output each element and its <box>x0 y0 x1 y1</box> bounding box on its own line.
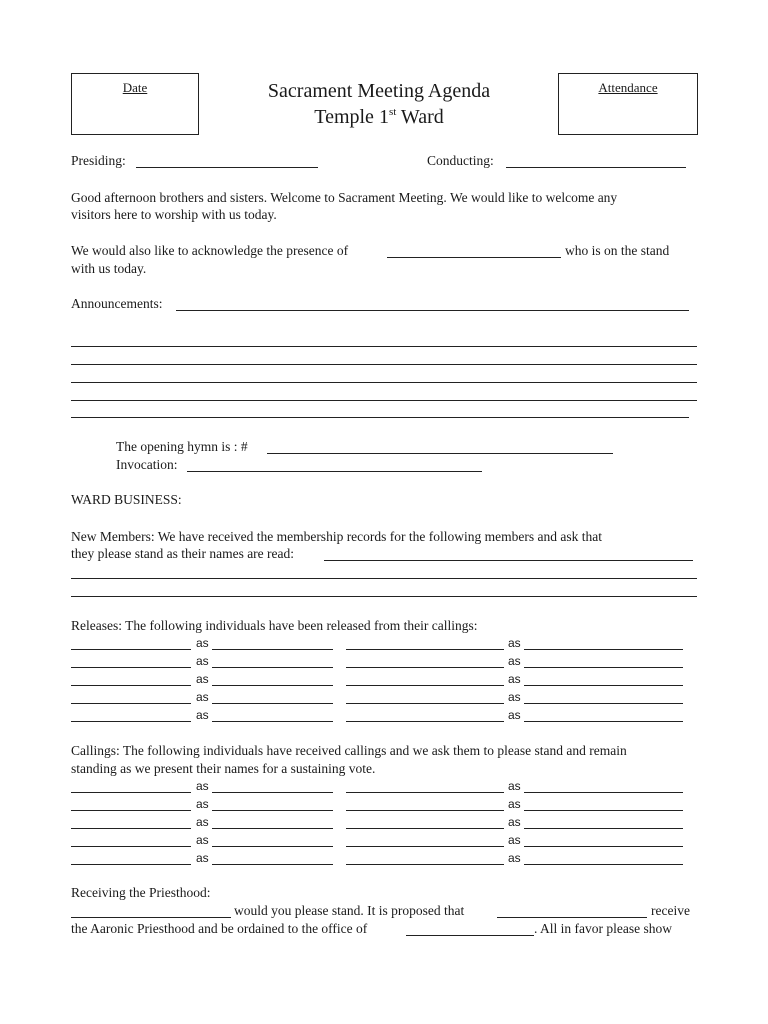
name-blank[interactable] <box>346 792 504 793</box>
invocation-label: Invocation: <box>116 457 178 472</box>
priesthood-label: Receiving the Priesthood: <box>71 885 211 900</box>
name-blank[interactable] <box>71 846 191 847</box>
attendance-box[interactable] <box>558 73 698 135</box>
calling-blank[interactable] <box>524 721 683 722</box>
new-members-line-2: they please stand as their names are read: <box>71 546 295 561</box>
calling-blank[interactable] <box>212 792 333 793</box>
conducting-label: Conducting: <box>427 153 494 168</box>
priesthood-seg-2: receive <box>651 903 690 918</box>
announcements-blank[interactable] <box>176 310 689 311</box>
calling-blank[interactable] <box>524 846 683 847</box>
new-members-line[interactable] <box>71 578 697 579</box>
welcome-line-2: visitors here to worship with us today. <box>71 207 277 222</box>
as-label: as <box>508 636 521 650</box>
as-label: as <box>196 690 209 704</box>
acknowledge-line-2: with us today. <box>71 261 147 276</box>
priesthood-seg-1: would you please stand. It is proposed that <box>234 903 465 918</box>
priesthood-name-blank[interactable] <box>71 917 231 918</box>
calling-blank[interactable] <box>212 810 333 811</box>
acknowledge-blank[interactable] <box>387 257 561 258</box>
announcements-line[interactable] <box>71 346 697 347</box>
name-blank[interactable] <box>346 649 504 650</box>
announcements-line[interactable] <box>71 382 697 383</box>
calling-blank[interactable] <box>212 828 333 829</box>
announcements-label: Announcements: <box>71 296 163 311</box>
calling-blank[interactable] <box>524 649 683 650</box>
name-blank[interactable] <box>346 667 504 668</box>
attendance-label: Attendance <box>598 80 658 95</box>
calling-blank[interactable] <box>524 864 683 865</box>
calling-blank[interactable] <box>212 667 333 668</box>
as-label: as <box>508 654 521 668</box>
name-blank[interactable] <box>346 828 504 829</box>
ward-title <box>200 106 558 129</box>
page-title: Sacrament Meeting Agenda <box>267 80 491 102</box>
as-label: as <box>196 708 209 722</box>
name-blank[interactable] <box>71 792 191 793</box>
name-blank[interactable] <box>71 828 191 829</box>
calling-blank[interactable] <box>524 685 683 686</box>
presiding-blank[interactable] <box>136 167 318 168</box>
name-blank[interactable] <box>71 721 191 722</box>
priesthood-proposed-blank[interactable] <box>497 917 647 918</box>
ward-title-sup: st <box>388 106 397 118</box>
as-label: as <box>196 851 209 865</box>
name-blank[interactable] <box>346 810 504 811</box>
priesthood-line-2-pre: the Aaronic Priesthood and be ordained to the office of <box>71 921 368 936</box>
announcements-line[interactable] <box>71 417 689 418</box>
calling-blank[interactable] <box>212 685 333 686</box>
name-blank[interactable] <box>346 685 504 686</box>
as-label: as <box>196 833 209 847</box>
calling-blank[interactable] <box>212 721 333 722</box>
name-blank[interactable] <box>346 703 504 704</box>
calling-blank[interactable] <box>212 846 333 847</box>
as-label: as <box>196 654 209 668</box>
as-label: as <box>196 815 209 829</box>
callings-line-1: Callings: The following individuals have received callings and we ask them to please stand and remain <box>71 743 627 758</box>
invocation-blank[interactable] <box>187 471 482 472</box>
calling-blank[interactable] <box>212 864 333 865</box>
as-label: as <box>196 779 209 793</box>
as-label: as <box>508 708 521 722</box>
as-label: as <box>196 797 209 811</box>
ward-title-pre: Temple 1 <box>314 106 389 128</box>
name-blank[interactable] <box>71 810 191 811</box>
new-members-blank[interactable] <box>324 560 693 561</box>
as-label: as <box>508 797 521 811</box>
callings-line-2: standing as we present their names for a sustaining vote. <box>71 761 376 776</box>
announcements-line[interactable] <box>71 364 697 365</box>
name-blank[interactable] <box>71 703 191 704</box>
conducting-blank[interactable] <box>506 167 686 168</box>
new-members-line[interactable] <box>71 596 697 597</box>
opening-hymn-blank[interactable] <box>267 453 613 454</box>
calling-blank[interactable] <box>524 810 683 811</box>
announcements-line[interactable] <box>71 400 697 401</box>
acknowledge-post: who is on the stand <box>565 243 670 258</box>
priesthood-line-2-post: . All in favor please show <box>534 921 672 936</box>
calling-blank[interactable] <box>212 703 333 704</box>
as-label: as <box>508 672 521 686</box>
as-label: as <box>508 851 521 865</box>
priesthood-office-blank[interactable] <box>406 935 534 936</box>
calling-blank[interactable] <box>524 828 683 829</box>
as-label: as <box>508 779 521 793</box>
name-blank[interactable] <box>71 649 191 650</box>
date-label: Date <box>122 80 148 95</box>
as-label: as <box>196 672 209 686</box>
as-label: as <box>508 815 521 829</box>
as-label: as <box>508 833 521 847</box>
ward-title-post: Ward <box>396 106 444 128</box>
releases-intro: Releases: The following individuals have been released from their callings: <box>71 618 478 633</box>
calling-blank[interactable] <box>524 792 683 793</box>
name-blank[interactable] <box>71 864 191 865</box>
date-box[interactable] <box>71 73 199 135</box>
acknowledge-pre: We would also like to acknowledge the presence of <box>71 243 349 258</box>
calling-blank[interactable] <box>524 703 683 704</box>
new-members-line-1: New Members: We have received the membership records for the following members and ask that <box>71 529 602 544</box>
presiding-label: Presiding: <box>71 153 126 168</box>
name-blank[interactable] <box>71 685 191 686</box>
name-blank[interactable] <box>71 667 191 668</box>
calling-blank[interactable] <box>524 667 683 668</box>
as-label: as <box>508 690 521 704</box>
name-blank[interactable] <box>346 846 504 847</box>
welcome-line-1: Good afternoon brothers and sisters. Welcome to Sacrament Meeting. We would like to welcome any <box>71 190 618 205</box>
name-blank[interactable] <box>346 864 504 865</box>
ward-business-heading: WARD BUSINESS: <box>71 492 182 507</box>
as-label: as <box>196 636 209 650</box>
calling-blank[interactable] <box>212 649 333 650</box>
opening-hymn-label: The opening hymn is : # <box>116 439 248 454</box>
name-blank[interactable] <box>346 721 504 722</box>
